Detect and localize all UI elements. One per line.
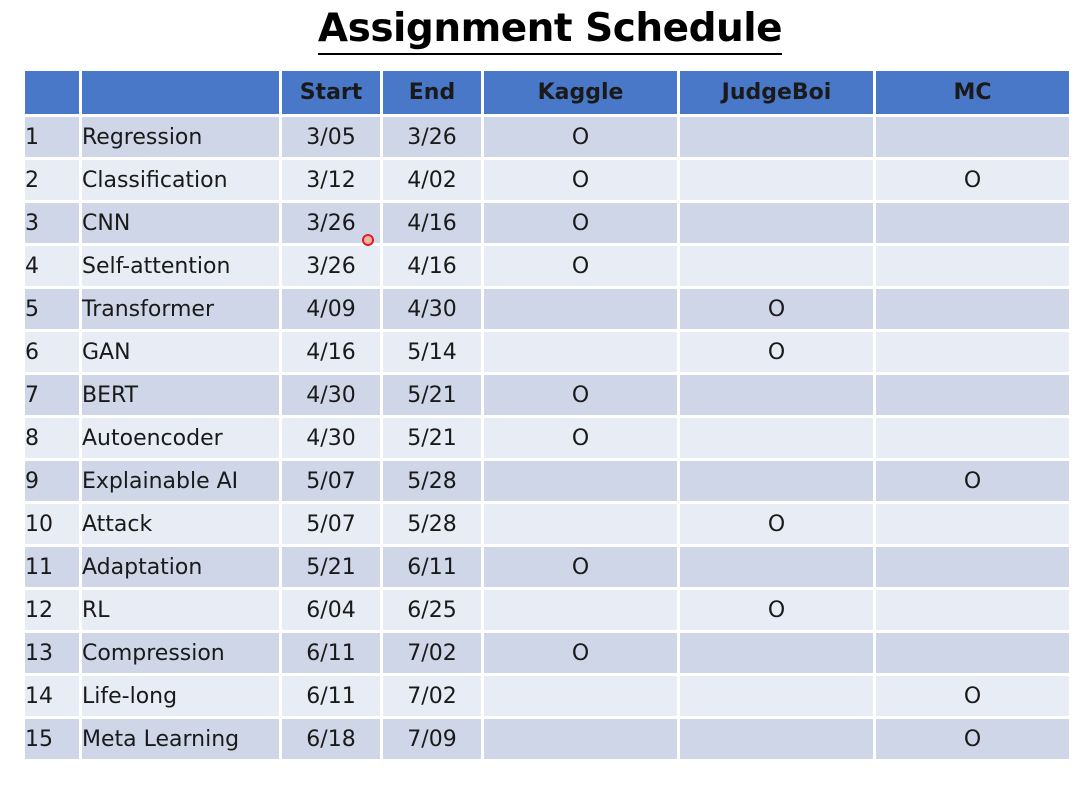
judgeboi-mark xyxy=(679,202,875,245)
table-row xyxy=(24,245,1071,288)
mc-mark: O xyxy=(875,718,1071,761)
start-date: 3/12 xyxy=(281,159,382,202)
table-row xyxy=(24,331,1071,374)
judgeboi-mark: O xyxy=(679,288,875,331)
table-row xyxy=(24,202,1071,245)
kaggle-mark: O xyxy=(483,632,679,675)
start-date: 5/07 xyxy=(281,460,382,503)
mc-mark xyxy=(875,546,1071,589)
row-number: 13 xyxy=(24,632,81,675)
header-number xyxy=(24,70,81,116)
page-title xyxy=(0,6,1080,51)
table-body xyxy=(24,116,1071,761)
header-judgeboi: JudgeBoi xyxy=(679,70,875,116)
start-date: 6/11 xyxy=(281,675,382,718)
kaggle-mark xyxy=(483,718,679,761)
end-date: 4/16 xyxy=(382,245,483,288)
row-number: 3 xyxy=(24,202,81,245)
mc-mark xyxy=(875,116,1071,159)
judgeboi-mark xyxy=(679,460,875,503)
kaggle-mark xyxy=(483,675,679,718)
judgeboi-mark xyxy=(679,546,875,589)
mc-mark: O xyxy=(875,675,1071,718)
judgeboi-mark xyxy=(679,159,875,202)
mc-mark xyxy=(875,589,1071,632)
end-date: 7/02 xyxy=(382,675,483,718)
kaggle-mark: O xyxy=(483,245,679,288)
start-date: 3/26 xyxy=(281,202,382,245)
row-number: 4 xyxy=(24,245,81,288)
kaggle-mark xyxy=(483,331,679,374)
table-row xyxy=(24,503,1071,546)
table-row xyxy=(24,288,1071,331)
table-row xyxy=(24,718,1071,761)
start-date: 4/30 xyxy=(281,417,382,460)
kaggle-mark: O xyxy=(483,159,679,202)
table-row xyxy=(24,589,1071,632)
row-number: 9 xyxy=(24,460,81,503)
judgeboi-mark xyxy=(679,116,875,159)
header-end: End xyxy=(382,70,483,116)
mc-mark: O xyxy=(875,460,1071,503)
judgeboi-mark xyxy=(679,245,875,288)
assignment-name: Attack xyxy=(81,503,281,546)
assignment-name: Compression xyxy=(81,632,281,675)
assignment-name: Meta Learning xyxy=(81,718,281,761)
row-number: 5 xyxy=(24,288,81,331)
assignment-name: Regression xyxy=(81,116,281,159)
end-date: 5/28 xyxy=(382,460,483,503)
table-row xyxy=(24,159,1071,202)
start-date: 4/16 xyxy=(281,331,382,374)
start-date: 3/26 xyxy=(281,245,382,288)
end-date: 5/21 xyxy=(382,417,483,460)
mc-mark xyxy=(875,503,1071,546)
mc-mark xyxy=(875,632,1071,675)
end-date: 5/14 xyxy=(382,331,483,374)
start-date: 4/30 xyxy=(281,374,382,417)
judgeboi-mark xyxy=(679,417,875,460)
table-row xyxy=(24,632,1071,675)
row-number: 14 xyxy=(24,675,81,718)
table-row xyxy=(24,116,1071,159)
assignment-name: RL xyxy=(81,589,281,632)
start-date: 6/04 xyxy=(281,589,382,632)
assignment-name: Life-long xyxy=(81,675,281,718)
start-date: 6/18 xyxy=(281,718,382,761)
end-date: 4/02 xyxy=(382,159,483,202)
row-number: 11 xyxy=(24,546,81,589)
assignment-name: GAN xyxy=(81,331,281,374)
title-text: Assignment Schedule xyxy=(318,6,782,55)
table-row xyxy=(24,417,1071,460)
start-date: 4/09 xyxy=(281,288,382,331)
mc-mark xyxy=(875,374,1071,417)
judgeboi-mark xyxy=(679,718,875,761)
mc-mark xyxy=(875,331,1071,374)
header-assignment xyxy=(81,70,281,116)
assignment-table xyxy=(22,68,1072,762)
end-date: 4/30 xyxy=(382,288,483,331)
row-number: 7 xyxy=(24,374,81,417)
end-date: 7/02 xyxy=(382,632,483,675)
judgeboi-mark xyxy=(679,374,875,417)
start-date: 3/05 xyxy=(281,116,382,159)
kaggle-mark: O xyxy=(483,116,679,159)
pointer-cursor xyxy=(362,234,374,246)
row-number: 8 xyxy=(24,417,81,460)
judgeboi-mark: O xyxy=(679,589,875,632)
kaggle-mark: O xyxy=(483,374,679,417)
end-date: 7/09 xyxy=(382,718,483,761)
row-number: 15 xyxy=(24,718,81,761)
judgeboi-mark: O xyxy=(679,503,875,546)
header-mc: MC xyxy=(875,70,1071,116)
header-start: Start xyxy=(281,70,382,116)
mc-mark xyxy=(875,288,1071,331)
header-row xyxy=(24,70,1071,116)
kaggle-mark xyxy=(483,460,679,503)
start-date: 6/11 xyxy=(281,632,382,675)
mc-mark xyxy=(875,202,1071,245)
table-row xyxy=(24,675,1071,718)
assignment-name: CNN xyxy=(81,202,281,245)
row-number: 2 xyxy=(24,159,81,202)
judgeboi-mark xyxy=(679,675,875,718)
kaggle-mark xyxy=(483,503,679,546)
end-date: 5/21 xyxy=(382,374,483,417)
assignment-name: Classification xyxy=(81,159,281,202)
end-date: 3/26 xyxy=(382,116,483,159)
header-kaggle: Kaggle xyxy=(483,70,679,116)
assignment-name: Explainable AI xyxy=(81,460,281,503)
kaggle-mark: O xyxy=(483,417,679,460)
assignment-name: BERT xyxy=(81,374,281,417)
row-number: 1 xyxy=(24,116,81,159)
assignment-name: Adaptation xyxy=(81,546,281,589)
judgeboi-mark xyxy=(679,632,875,675)
table-row xyxy=(24,546,1071,589)
row-number: 6 xyxy=(24,331,81,374)
end-date: 6/25 xyxy=(382,589,483,632)
kaggle-mark xyxy=(483,589,679,632)
judgeboi-mark: O xyxy=(679,331,875,374)
table-row xyxy=(24,374,1071,417)
start-date: 5/21 xyxy=(281,546,382,589)
end-date: 5/28 xyxy=(382,503,483,546)
end-date: 6/11 xyxy=(382,546,483,589)
table-header xyxy=(24,70,1071,116)
mc-mark xyxy=(875,245,1071,288)
table-row xyxy=(24,460,1071,503)
mc-mark: O xyxy=(875,159,1071,202)
assignment-name: Self-attention xyxy=(81,245,281,288)
row-number: 10 xyxy=(24,503,81,546)
kaggle-mark: O xyxy=(483,202,679,245)
assignment-name: Autoencoder xyxy=(81,417,281,460)
row-number: 12 xyxy=(24,589,81,632)
mc-mark xyxy=(875,417,1071,460)
start-date: 5/07 xyxy=(281,503,382,546)
kaggle-mark: O xyxy=(483,546,679,589)
kaggle-mark xyxy=(483,288,679,331)
assignment-name: Transformer xyxy=(81,288,281,331)
end-date: 4/16 xyxy=(382,202,483,245)
